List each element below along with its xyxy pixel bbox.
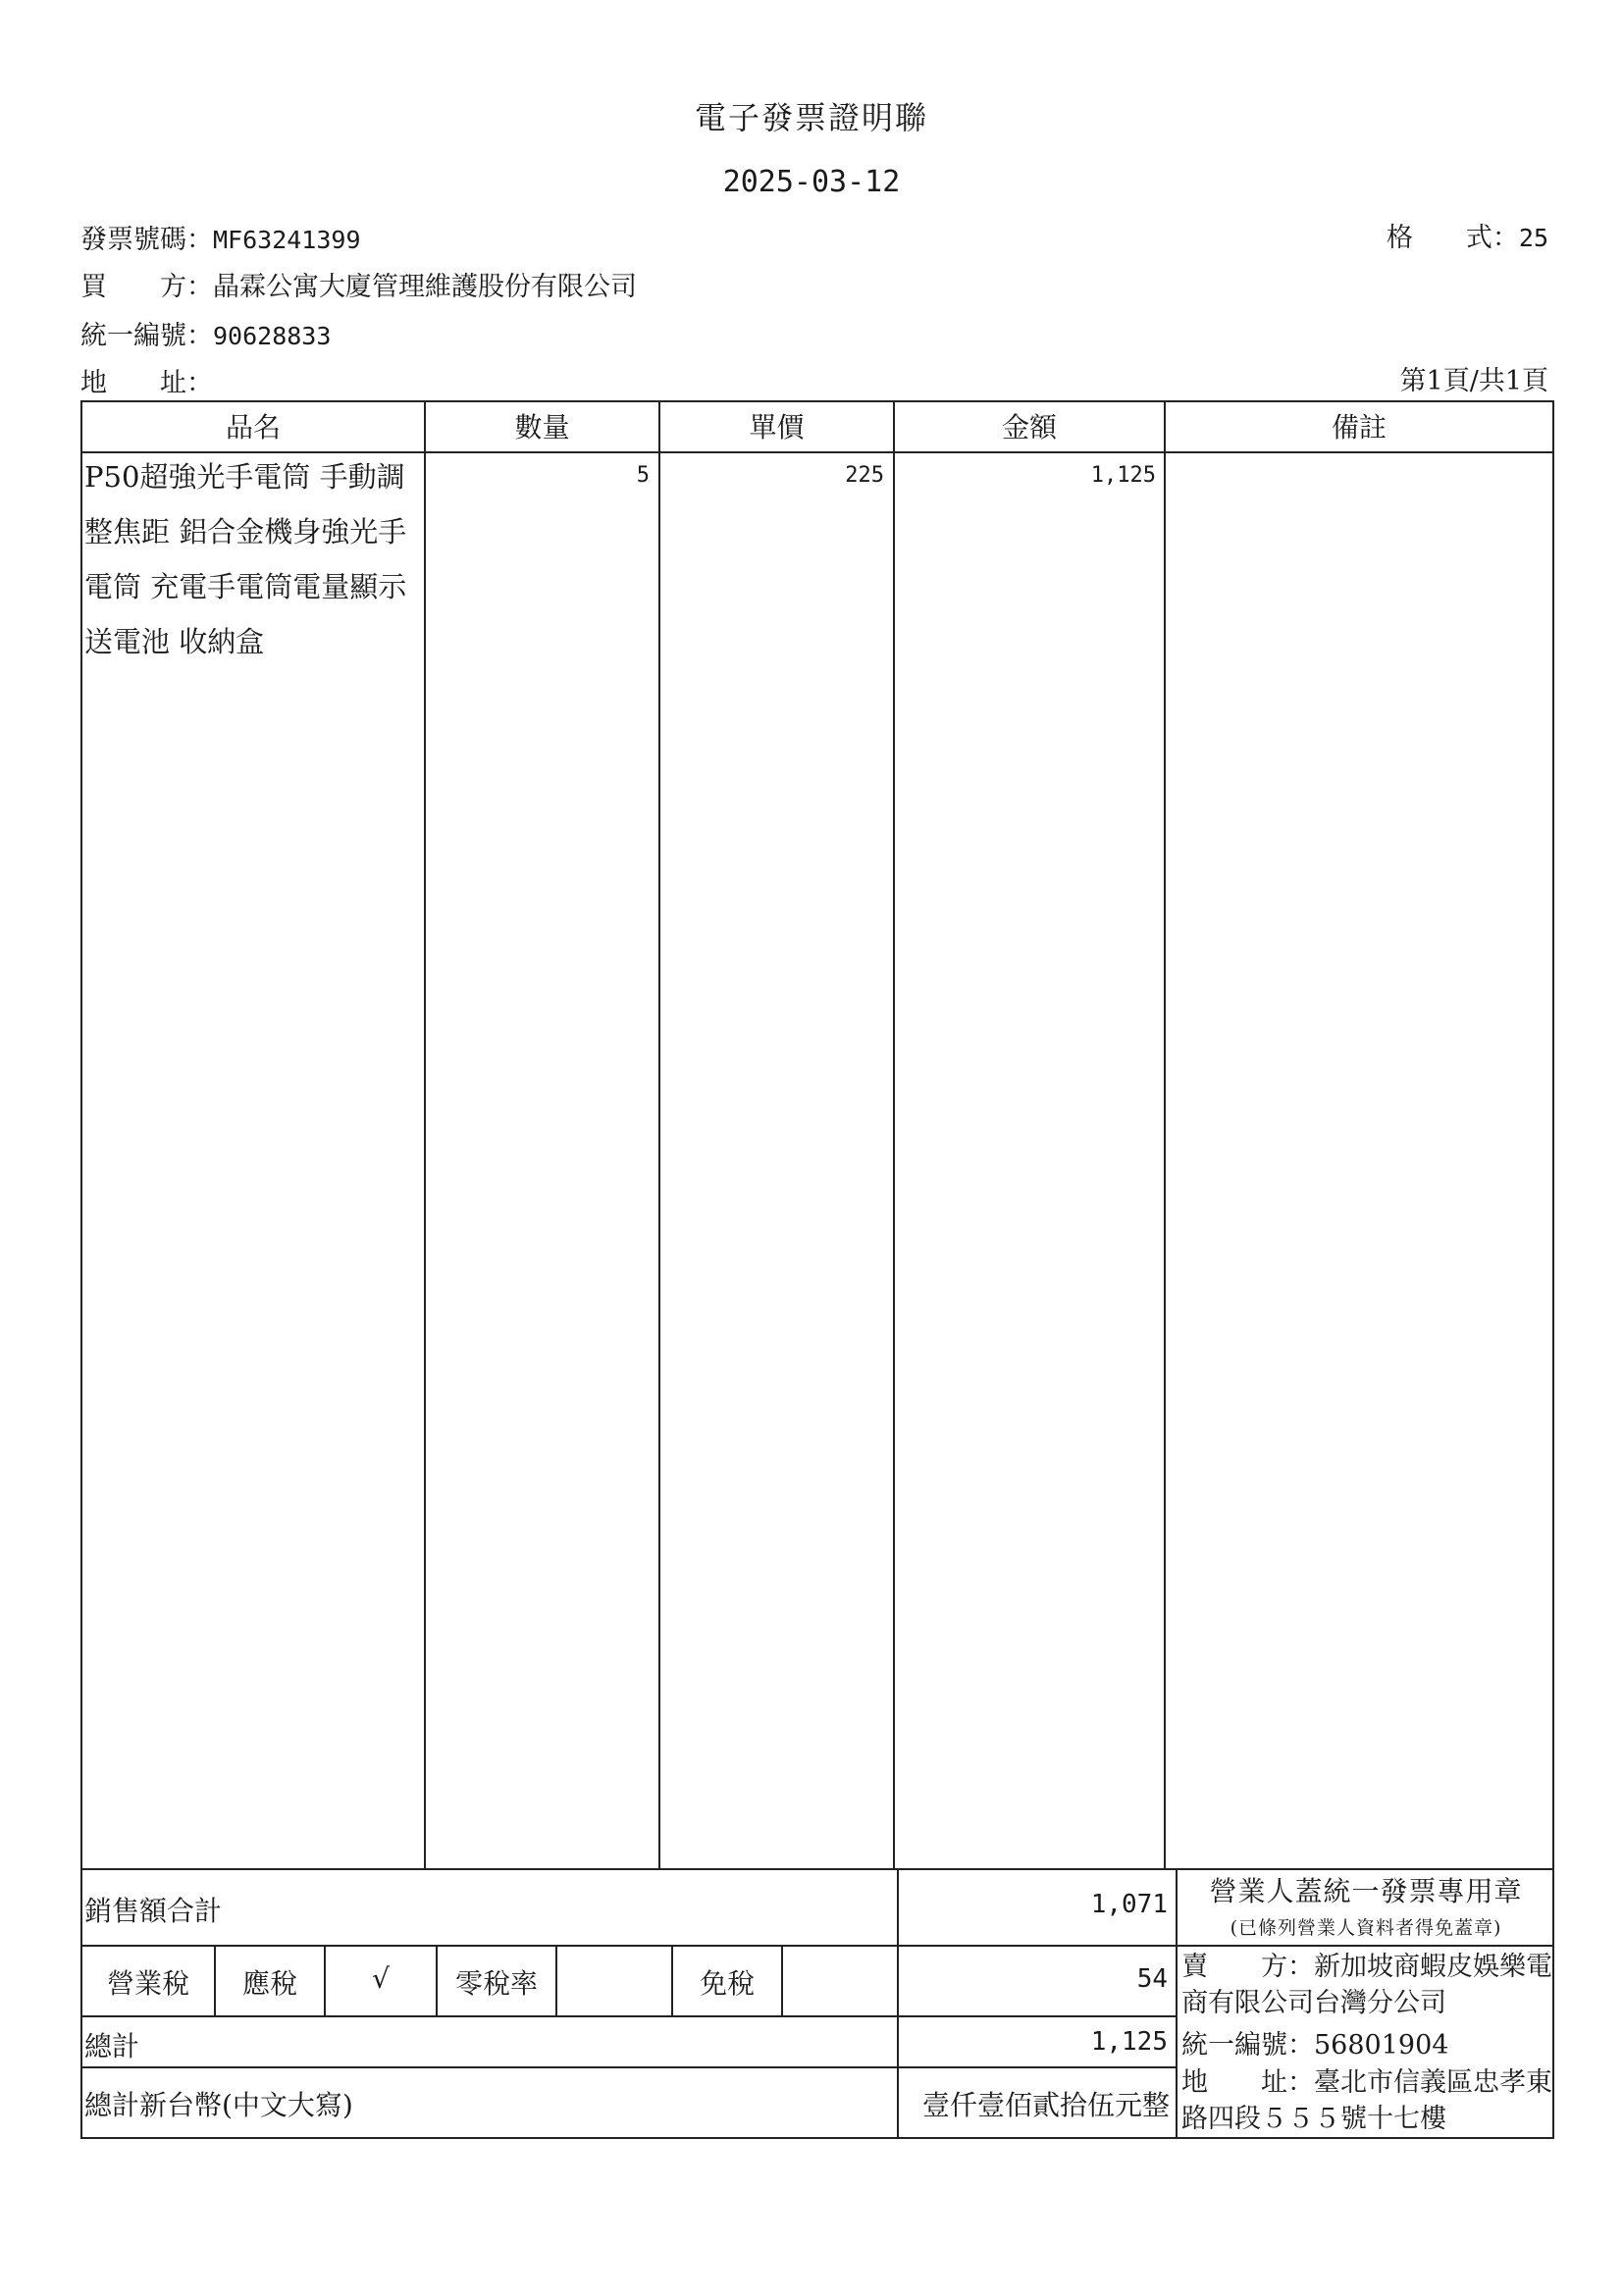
seller-address-label: 地 址：	[1181, 2067, 1314, 2098]
item-unit-price: 225	[845, 463, 884, 488]
document-title: 電子發票證明聯	[694, 99, 928, 136]
sales-total-bottom-line	[80, 1945, 1176, 1947]
col-line-1	[424, 400, 426, 1868]
sales-total-value: 1,071	[1090, 1890, 1168, 1919]
item-name: P50超強光手電筒 手動調整焦距 鋁合金機身強光手電筒 充電手電筒電量顯示 送電池 收納盒	[84, 460, 407, 658]
header-amount: 金額	[1001, 411, 1057, 444]
seller-name: 新加坡商蝦皮娛樂電商有限公司台灣分公司	[1181, 1952, 1552, 2018]
buyer-name: 晶霖公寓大廈管理維護股份有限公司	[213, 272, 637, 302]
total-label: 總計	[84, 2030, 140, 2062]
invoice-number: MF63241399	[213, 226, 361, 254]
header-quantity: 數量	[514, 411, 570, 444]
total-row-bottom-line	[80, 2066, 1176, 2068]
stamp-bottom-line	[1176, 1945, 1554, 1947]
header-item-name: 品名	[225, 411, 281, 444]
page-indicator: 第1頁/共1頁	[1399, 366, 1548, 396]
header-unit-price: 單價	[749, 411, 805, 444]
buyer-address-row	[80, 361, 213, 399]
invoice-number-label: 發票號碼：	[80, 225, 213, 255]
buyer-address-label: 地 址：	[80, 368, 213, 398]
business-tax-label: 營業稅	[106, 1967, 189, 2000]
buyer-tax-id-label: 統一編號：	[80, 321, 213, 351]
chinese-total-label: 總計新台幣(中文大寫)	[84, 2089, 353, 2121]
format-code: 25	[1518, 224, 1548, 252]
taxable-check-icon: √	[372, 1962, 390, 1995]
col-line-2	[658, 400, 660, 1868]
seller-address: 臺北市信義區忠孝東路四段５５５號十七樓	[1181, 2067, 1552, 2134]
zero-rate-label: 零稅率	[454, 1967, 538, 2000]
col-line-3	[893, 400, 895, 1868]
sales-total-label: 銷售額合計	[84, 1895, 223, 1927]
tax-row-bottom-line	[80, 2015, 1176, 2017]
stamp-note: (已條列營業人資料者得免蓋章)	[1230, 1917, 1502, 1939]
seller-tax-id: 56801904	[1314, 2030, 1449, 2061]
tax-value: 54	[1136, 1964, 1168, 1994]
col-line-4	[1164, 400, 1166, 1868]
item-amount: 1,125	[1090, 463, 1156, 488]
exempt-label: 免稅	[699, 1967, 755, 2000]
taxable-label: 應稅	[241, 1967, 297, 2000]
buyer-tax-id-row	[80, 314, 331, 352]
invoice-date: 2025-03-12	[722, 165, 901, 199]
buyer-tax-id: 90628833	[213, 322, 332, 350]
stamp-title: 營業人蓋統一發票專用章	[1209, 1875, 1523, 1907]
seller-tax-id-label: 統一編號：	[1181, 2030, 1314, 2061]
format-row	[1387, 216, 1548, 254]
header-remark: 備註	[1331, 411, 1387, 444]
total-value: 1,125	[1090, 2027, 1168, 2057]
tax-divider-6	[781, 1945, 783, 2015]
buyer-label: 買 方：	[80, 272, 213, 302]
buyer-row	[80, 265, 637, 303]
invoice-number-row	[80, 218, 361, 256]
seller-name-label: 賣 方：	[1181, 1952, 1314, 1982]
tax-divider-4	[555, 1945, 557, 2015]
seller-tax-id-row	[1181, 2027, 1552, 2063]
seller-address-block	[1181, 2064, 1552, 2137]
seller-name-block	[1181, 1949, 1552, 2021]
item-quantity: 5	[636, 463, 650, 488]
chinese-total-value: 壹仟壹佰貳拾伍元整	[921, 2089, 1170, 2121]
format-label: 格 式：	[1386, 223, 1519, 253]
